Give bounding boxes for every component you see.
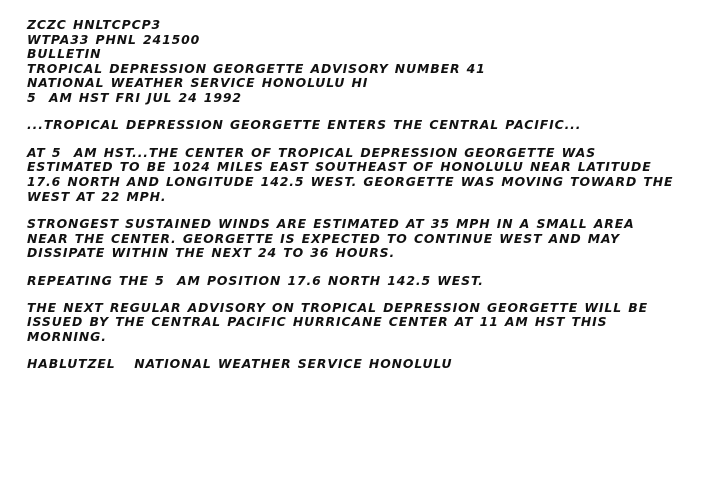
header-line-issuing-office: NATIONAL WEATHER SERVICE HONOLULU HI <box>27 75 369 91</box>
paragraph-line: DISSIPATE WITHIN THE NEXT 24 TO 36 HOURS. <box>27 245 396 261</box>
paragraph-winds <box>27 217 711 261</box>
header-line-issue-time: 5 AM HST FRI JUL 24 1992 <box>27 89 242 105</box>
spacer <box>27 261 711 274</box>
paragraph-line: NEAR THE CENTER. GEORGETTE IS EXPECTED TO CONTINUE WEST AND MAY <box>27 230 620 246</box>
header-line-wmo-id: WTPA33 PHNL 241500 <box>27 31 201 47</box>
header-line-transmission: ZCZC HNLTCPCP3 <box>27 17 162 32</box>
paragraph-position <box>27 146 711 204</box>
headline-block <box>27 118 711 133</box>
header-line-bulletin: BULLETIN <box>27 46 102 62</box>
headline: ...TROPICAL DEPRESSION GEORGETTE ENTERS THE CENTRAL PACIFIC... <box>27 117 582 133</box>
paragraph-line: MORNING. <box>27 329 107 345</box>
paragraph-line: AT 5 AM HST...THE CENTER OF TROPICAL DEPRESSION GEORGETTE WAS <box>27 144 597 160</box>
signature-block <box>27 357 711 372</box>
header-line-advisory-title: TROPICAL DEPRESSION GEORGETTE ADVISORY NUMBER 41 <box>27 60 486 76</box>
paragraph-line: ESTIMATED TO BE 1024 MILES EAST SOUTHEAST OF HONOLULU NEAR LATITUDE <box>27 159 652 175</box>
paragraph-line: WEST AT 22 MPH. <box>27 188 167 204</box>
paragraph-line: ISSUED BY THE CENTRAL PACIFIC HURRICANE CENTER AT 11 AM HST THIS <box>27 314 608 330</box>
spacer <box>27 204 711 217</box>
signature-line: HABLUTZEL NATIONAL WEATHER SERVICE HONOLULU <box>27 356 453 372</box>
paragraph-line: THE NEXT REGULAR ADVISORY ON TROPICAL DEPRESSION GEORGETTE WILL BE <box>27 299 648 315</box>
paragraph-repeating <box>27 274 711 289</box>
spacer <box>27 133 711 146</box>
paragraph-line: REPEATING THE 5 AM POSITION 17.6 NORTH 142.5 WEST. <box>27 272 484 288</box>
header-block <box>27 18 711 106</box>
spacer <box>27 288 711 301</box>
paragraph-line: STRONGEST SUSTAINED WINDS ARE ESTIMATED AT 35 MPH IN A SMALL AREA <box>27 215 635 231</box>
paragraph-line: 17.6 NORTH AND LONGITUDE 142.5 WEST. GEORGETTE WAS MOVING TOWARD THE <box>27 173 674 189</box>
paragraph-next-advisory <box>27 301 711 345</box>
advisory-document <box>27 18 711 372</box>
